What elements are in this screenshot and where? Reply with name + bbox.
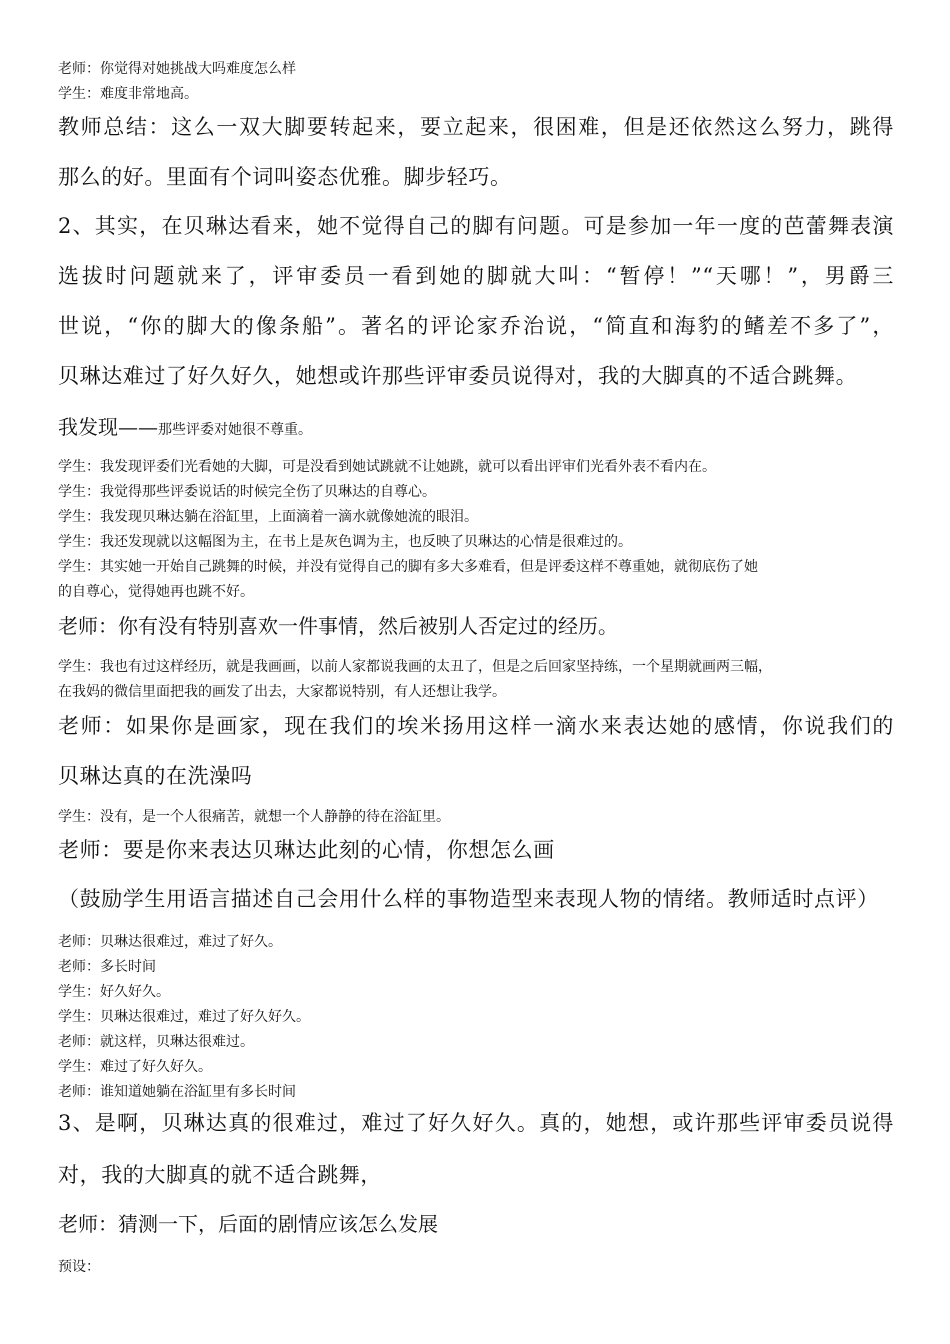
student-experience-line-2: 在我妈的微信里面把我的画发了出去，大家都说特别，有人还想让我学。 <box>58 684 506 700</box>
section-2-line-4: 贝琳达难过了好久好久，她想或许那些评审委员说得对，我的大脚真的不适合跳舞。 <box>58 364 858 388</box>
discovery-prompt <box>58 413 312 444</box>
dialogue-line-1: 老师：贝琳达很难过，难过了好久。 <box>58 934 282 950</box>
dialogue-line-7: 老师：谁知道她躺在浴缸里有多长时间 <box>58 1084 296 1100</box>
section-3-line-2: 对，我的大脚真的就不适合跳舞， <box>58 1163 382 1187</box>
discovery-label: 我发现—— <box>58 415 158 439</box>
student-discovery-5-line-1: 学生：其实她一开始自己跳舞的时候，并没有觉得自己的脚有多大多难看，但是评委这样不尊重她，就彻底伤了她 <box>58 559 758 575</box>
student-discovery-4: 学生：我还发现就以这幅图为主，在书上是灰色调为主，也反映了贝琳达的心情是很难过的。 <box>58 534 632 550</box>
dialogue-teacher-difficulty-question: 老师：你觉得对她挑战大吗难度怎么样 <box>58 61 296 77</box>
teacher-summary-line-2: 那么的好。里面有个词叫姿态优雅。脚步轻巧。 <box>58 165 512 189</box>
teacher-summary-line-1: 教师总结：这么一双大脚要转起来，要立起来，很困难，但是还依然这么努力，跳得 <box>58 115 894 139</box>
section-3-line-1: 3、是啊，贝琳达真的很难过，难过了好久好久。真的，她想，或许那些评审委员说得 <box>58 1111 894 1135</box>
section-2-line-2: 选拔时问题就来了，评审委员一看到她的脚就大叫：“暂停！”“天哪！”，男爵三 <box>58 264 894 288</box>
teacher-question-experience: 老师：你有没有特别喜欢一件事情，然后被别人否定过的经历。 <box>58 614 618 638</box>
discovery-answer: 那些评委对她很不尊重。 <box>158 422 312 438</box>
student-discovery-5-line-2: 的自尊心，觉得她再也跳不好。 <box>58 584 254 600</box>
dialogue-line-5: 老师：就这样，贝琳达很难过。 <box>58 1034 254 1050</box>
student-answer-bathtub: 学生：没有，是一个人很痛苦，就想一个人静静的待在浴缸里。 <box>58 809 450 825</box>
dialogue-line-3: 学生：好久好久。 <box>58 984 170 1000</box>
student-discovery-3: 学生：我发现贝琳达躺在浴缸里，上面滴着一滴水就像她流的眼泪。 <box>58 509 478 525</box>
teacher-question-plot: 老师：猜测一下，后面的剧情应该怎么发展 <box>58 1212 438 1236</box>
dialogue-line-6: 学生：难过了好久好久。 <box>58 1059 212 1075</box>
student-discovery-2: 学生：我觉得那些评委说话的时候完全伤了贝琳达的自尊心。 <box>58 484 436 500</box>
section-2-line-3: 世说，“你的脚大的像条船”。著名的评论家乔治说，“简直和海豹的鳍差不多了”， <box>58 314 894 338</box>
teacher-question-draw: 老师：要是你来表达贝琳达此刻的心情，你想怎么画 <box>58 838 555 862</box>
dialogue-line-2: 老师：多长时间 <box>58 959 156 975</box>
teaching-note: （鼓励学生用语言描述自己会用什么样的事物造型来表现人物的情绪。教师适时点评） <box>58 887 879 911</box>
student-experience-line-1: 学生：我也有过这样经历，就是我画画，以前人家都说我画的太丑了，但是之后回家坚持练，一个星期就画两三幅， <box>58 659 772 675</box>
dialogue-line-4: 学生：贝琳达很难过，难过了好久好久。 <box>58 1009 310 1025</box>
student-discovery-1: 学生：我发现评委们光看她的大脚，可是没看到她试跳就不让她跳，就可以看出评审们光看外表不看内在。 <box>58 459 716 475</box>
dialogue-student-difficulty-answer: 学生：难度非常地高。 <box>58 86 198 102</box>
teacher-question-painter-line-1: 老师：如果你是画家，现在我们的埃米扬用这样一滴水来表达她的感情，你说我们的 <box>58 714 894 738</box>
teacher-question-painter-line-2: 贝琳达真的在洗澡吗 <box>58 764 253 788</box>
section-2-line-1: 2、其实，在贝琳达看来，她不觉得自己的脚有问题。可是参加一年一度的芭蕾舞表演 <box>58 214 894 238</box>
preset-label: 预设： <box>58 1259 100 1275</box>
